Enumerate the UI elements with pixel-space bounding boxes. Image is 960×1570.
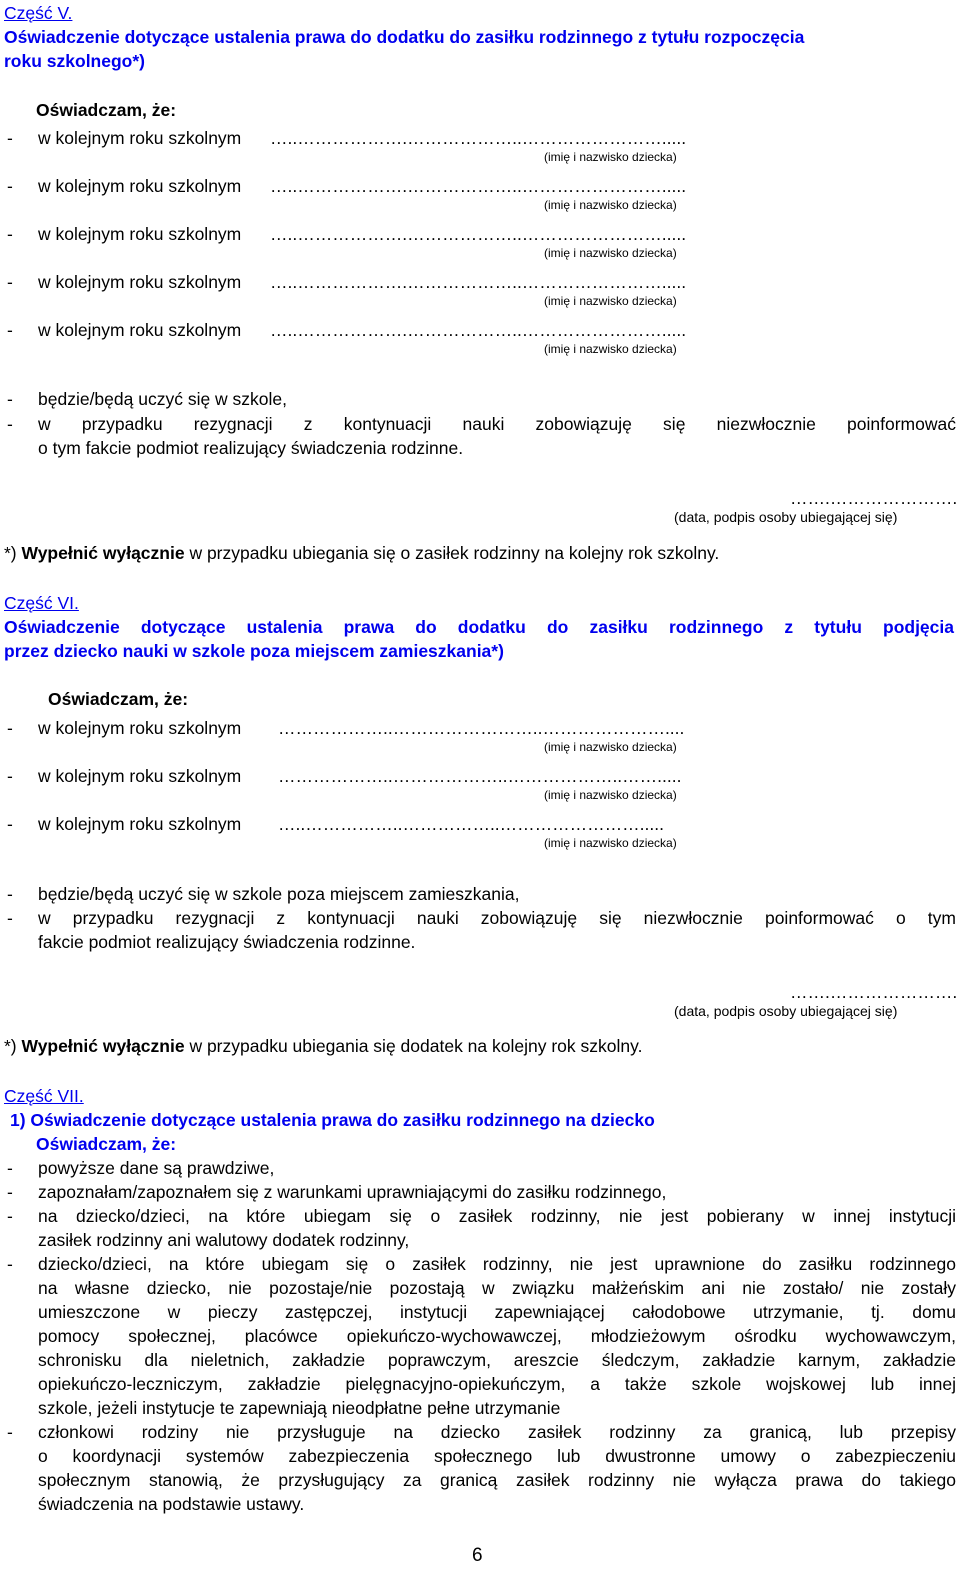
part7-subtitle: 1) Oświadczenie dotyczące ustalenia prawa do zasiłku rodzinnego na dziecko [10, 1110, 655, 1130]
name-fill-line[interactable]: …..……………….………………..……………………..... [270, 176, 687, 196]
name-fill-line[interactable]: …..……………..……………..……………………..... [278, 814, 664, 834]
name-fill-line[interactable]: ………………..……………………..………………….... [278, 718, 685, 738]
signature-fill-line[interactable]: …….…………………. [790, 982, 958, 1002]
field-caption: (imię i nazwisko dziecka) [544, 836, 677, 850]
part5-bullet2-line2: o tym fakcie podmiot realizujący świadczenia rodzinne. [38, 438, 464, 458]
part6-footnote: *) Wypełnić wyłącznie w przypadku ubiegania się dodatek na kolejny rok szkolny. [4, 1036, 643, 1056]
part7-item-cont: schronisku dla nieletnich, zakładzie poprawczym, areszcie śledczym, zakładzie karnym, zakładzie [38, 1350, 956, 1370]
part6-entry: - w kolejnym roku szkolnym ………………..………………..………………..……..... (imię i nazwisko dziecka) [7, 766, 682, 802]
name-fill-line[interactable]: …..……………….………………..……………………..... [270, 272, 687, 292]
part7-item: na dziecko/dzieci, na które ubiegam się o zasiłek rodzinny, nie jest pobierany w innej instytucji [38, 1206, 956, 1226]
name-fill-line[interactable]: …..……………….………………..……………………..... [270, 320, 687, 340]
part6-heading: Część VI. [4, 593, 79, 613]
field-caption: (imię i nazwisko dziecka) [544, 740, 677, 754]
part7-item-cont: o koordynacji systemów zabezpieczenia społecznego lub dwustronne umowy o zabezpieczeniu [38, 1446, 956, 1466]
part7-item: zapoznałam/zapoznałem się z warunkami uprawniającymi do zasiłku rodzinnego, [38, 1182, 667, 1202]
part6-entry: - w kolejnym roku szkolnym …..……………..……………..……………………..... (imię i nazwisko dziecka) [7, 814, 677, 850]
part7-item: powyższe dane są prawdziwe, [38, 1158, 275, 1178]
part6-title-line2: przez dziecko nauki w szkole poza miejscem zamieszkania*) [4, 641, 504, 661]
signature-caption: (data, podpis osoby ubiegającej się) [674, 1003, 898, 1019]
name-fill-line[interactable]: …..……………….………………..……………………..... [270, 224, 687, 244]
bullet-dash: - [7, 1182, 13, 1202]
part5-entry: - w kolejnym roku szkolnym …..……………….………………..……………………..... (imię i nazwisko dziecka) [7, 176, 687, 212]
field-caption: (imię i nazwisko dziecka) [544, 150, 677, 164]
part6-title-line1: Oświadczenie dotyczące ustalenia prawa do dodatku do zasiłku rodzinnego z tytułu podjęcia [4, 617, 954, 637]
part7-item-cont: umieszczone w pieczy zastępczej, instytucji zapewniającej całodobowe utrzymanie, tj. domu [38, 1302, 956, 1322]
field-caption: (imię i nazwisko dziecka) [544, 246, 677, 260]
part5-title-line1: Oświadczenie dotyczące ustalenia prawa do dodatku do zasiłku rodzinnego z tytułu rozpoczęcia [4, 27, 805, 47]
part6-bullet2-line2: fakcie podmiot realizujący świadczenia rodzinne. [38, 932, 416, 952]
part7-declare: Oświadczam, że: [36, 1134, 177, 1154]
part5-entry: - w kolejnym roku szkolnym …..……………….………………..……………………..... (imię i nazwisko dziecka) [7, 128, 687, 164]
field-caption: (imię i nazwisko dziecka) [544, 198, 677, 212]
bullet-dash: - [7, 1158, 13, 1178]
part5-entry: - w kolejnym roku szkolnym …..……………….………………..……………………..... (imię i nazwisko dziecka) [7, 272, 687, 308]
field-caption: (imię i nazwisko dziecka) [544, 342, 677, 356]
bullet-dash: - [7, 389, 13, 409]
name-fill-line[interactable]: ………………..………………..………………..……..... [278, 766, 682, 786]
part5-footnote: *) Wypełnić wyłącznie w przypadku ubiegania się o zasiłek rodzinny na kolejny rok szkolny. [4, 543, 720, 563]
part5-bullet2-line1: w przypadku rezygnacji z kontynuacji nauki zobowiązuję się niezwłocznie poinformować [38, 414, 956, 434]
bullet-dash: - [7, 1422, 13, 1442]
field-caption: (imię i nazwisko dziecka) [544, 788, 677, 802]
part7-item-cont: szkole, jeżeli instytucje te zapewniają nieodpłatne pełne utrzymanie [38, 1398, 561, 1418]
part7-item: członkowi rodziny nie przysługuje na dziecko zasiłek rodzinny za granicą, lub przepisy [38, 1422, 956, 1442]
bullet-dash: - [7, 884, 13, 904]
bullet-dash: - [7, 414, 13, 434]
part5-entry: - w kolejnym roku szkolnym …..……………….………………..……………………..... (imię i nazwisko dziecka) [7, 320, 687, 356]
part6-declare: Oświadczam, że: [48, 689, 189, 709]
signature-fill-line[interactable]: …….…………………. [790, 488, 958, 508]
part7-item-cont: pomocy społecznej, placówce opiekuńczo-wychowawczej, młodzieżowym ośrodku wychowawczym, [38, 1326, 956, 1346]
part7-item-cont: zasiłek rodzinny ani walutowy dodatek rodzinny, [38, 1230, 410, 1250]
part7-item-cont: społecznym stanowią, że przysługujący za granicą zasiłek rodzinny nie wyłącza prawa do takiego [38, 1470, 956, 1490]
part7-item-cont: świadczenia na podstawie ustawy. [38, 1494, 305, 1514]
part7-item: dziecko/dzieci, na które ubiegam się o zasiłek rodzinny, nie jest uprawnione do zasiłku rodzinnego [38, 1254, 956, 1274]
part5-bullet1: będzie/będą uczyć się w szkole, [38, 389, 288, 409]
part6-bullet1: będzie/będą uczyć się w szkole poza miejscem zamieszkania, [38, 884, 520, 904]
part7-heading: Część VII. [4, 1086, 84, 1106]
part5-title-line2: roku szkolnego*) [4, 51, 145, 71]
part5-entry: - w kolejnym roku szkolnym …..……………….………………..……………………..... (imię i nazwisko dziecka) [7, 224, 687, 260]
name-fill-line[interactable]: …..……………….………………..……………………..... [270, 128, 687, 148]
signature-caption: (data, podpis osoby ubiegającej się) [674, 509, 898, 525]
page-number: 6 [472, 1545, 483, 1566]
bullet-dash: - [7, 1254, 13, 1274]
part7-item-cont: na własne dziecko, nie pozostaje/nie pozostają w związku małżeńskim ani nie zostało/ nie zostały [38, 1278, 956, 1298]
part6-bullet2-line1: w przypadku rezygnacji z kontynuacji nauki zobowiązuję się niezwłocznie poinformować o tym [38, 908, 956, 928]
bullet-dash: - [7, 1206, 13, 1226]
part5-heading: Część V. [4, 3, 73, 23]
field-caption: (imię i nazwisko dziecka) [544, 294, 677, 308]
part6-entry: - w kolejnym roku szkolnym ………………..……………………..………………….... (imię i nazwisko dziecka) [7, 718, 685, 754]
part7-item-cont: opiekuńczo-leczniczym, zakładzie pielęgnacyjno-opiekuńczym, a także szkole wojskowej lub innej [38, 1374, 956, 1394]
bullet-dash: - [7, 908, 13, 928]
part5-declare: Oświadczam, że: [36, 100, 177, 120]
